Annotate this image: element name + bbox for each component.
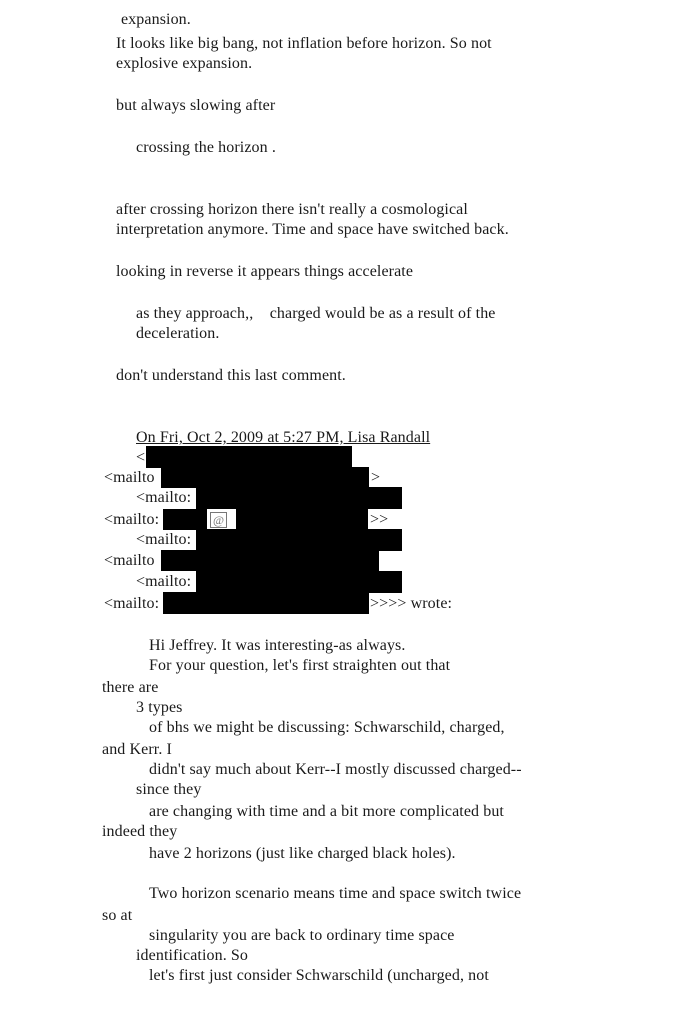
quoted-line: are changing with time and a bit more complicated but	[149, 803, 504, 820]
quoted-line: there are	[102, 679, 159, 696]
quoted-line: 3 types	[136, 699, 183, 716]
text-line: crossing the horizon .	[136, 139, 276, 156]
quoted-line: let's first just consider Schwarschild (uncharged, not	[149, 967, 489, 984]
text-line: after crossing horizon there isn't really a cosmological	[116, 201, 468, 218]
mailto-prefix: <mailto	[104, 552, 155, 569]
quoted-line: of bhs we might be discussing: Schwarschild, charged,	[149, 719, 505, 736]
text-line: explosive expansion.	[116, 55, 253, 72]
text-line: but always slowing after	[116, 97, 276, 114]
wrote-label: >>>> wrote:	[370, 595, 453, 612]
quoted-line: didn't say much about Kerr--I mostly discussed charged--	[149, 761, 522, 778]
angle-bracket: <	[136, 449, 146, 466]
quoted-line: have 2 horizons (just like charged black holes).	[149, 845, 456, 862]
text-line: don't understand this last comment.	[116, 367, 346, 384]
redaction-box	[236, 509, 368, 530]
redaction-box	[196, 487, 402, 509]
redaction-box	[196, 529, 402, 551]
redaction-box	[146, 446, 352, 468]
mailto-prefix: <mailto:	[104, 511, 160, 528]
text-line: as they approach,, charged would be as a result of the	[136, 305, 496, 322]
redaction-box	[161, 550, 379, 571]
mailto-prefix: <mailto:	[104, 595, 160, 612]
quoted-line: Hi Jeffrey. It was interesting-as always.	[149, 637, 406, 654]
quoted-line: identification. So	[136, 947, 249, 964]
redaction-box	[196, 571, 402, 593]
mailto-prefix: <mailto	[104, 469, 155, 486]
quoted-line: Two horizon scenario means time and space switch twice	[149, 885, 522, 902]
text-line: deceleration.	[136, 325, 220, 342]
quoted-line: so at	[102, 907, 133, 924]
quoted-line: singularity you are back to ordinary time space	[149, 927, 455, 944]
text-line: interpretation anymore. Time and space have switched back.	[116, 221, 509, 238]
angle-brackets: >>	[370, 511, 389, 528]
quoted-line: since they	[136, 781, 202, 798]
mailto-prefix: <mailto:	[136, 489, 192, 506]
mailto-prefix: <mailto:	[136, 573, 192, 590]
text-line: It looks like big bang, not inflation before horizon. So not	[116, 35, 492, 52]
redaction-box	[163, 592, 369, 614]
quoted-line: For your question, let's first straighten out that	[149, 657, 451, 674]
angle-bracket: >	[371, 469, 381, 486]
mailto-prefix: <mailto:	[136, 531, 192, 548]
quoted-line: indeed they	[102, 823, 178, 840]
text-line: looking in reverse it appears things accelerate	[116, 263, 414, 280]
at-symbol: @	[210, 512, 227, 528]
quoted-line: and Kerr. I	[102, 741, 172, 758]
email-attribution-line: On Fri, Oct 2, 2009 at 5:27 PM, Lisa Randall	[136, 429, 431, 446]
redaction-box	[161, 467, 369, 488]
redaction-box	[163, 509, 207, 530]
text-line: expansion.	[121, 11, 191, 28]
